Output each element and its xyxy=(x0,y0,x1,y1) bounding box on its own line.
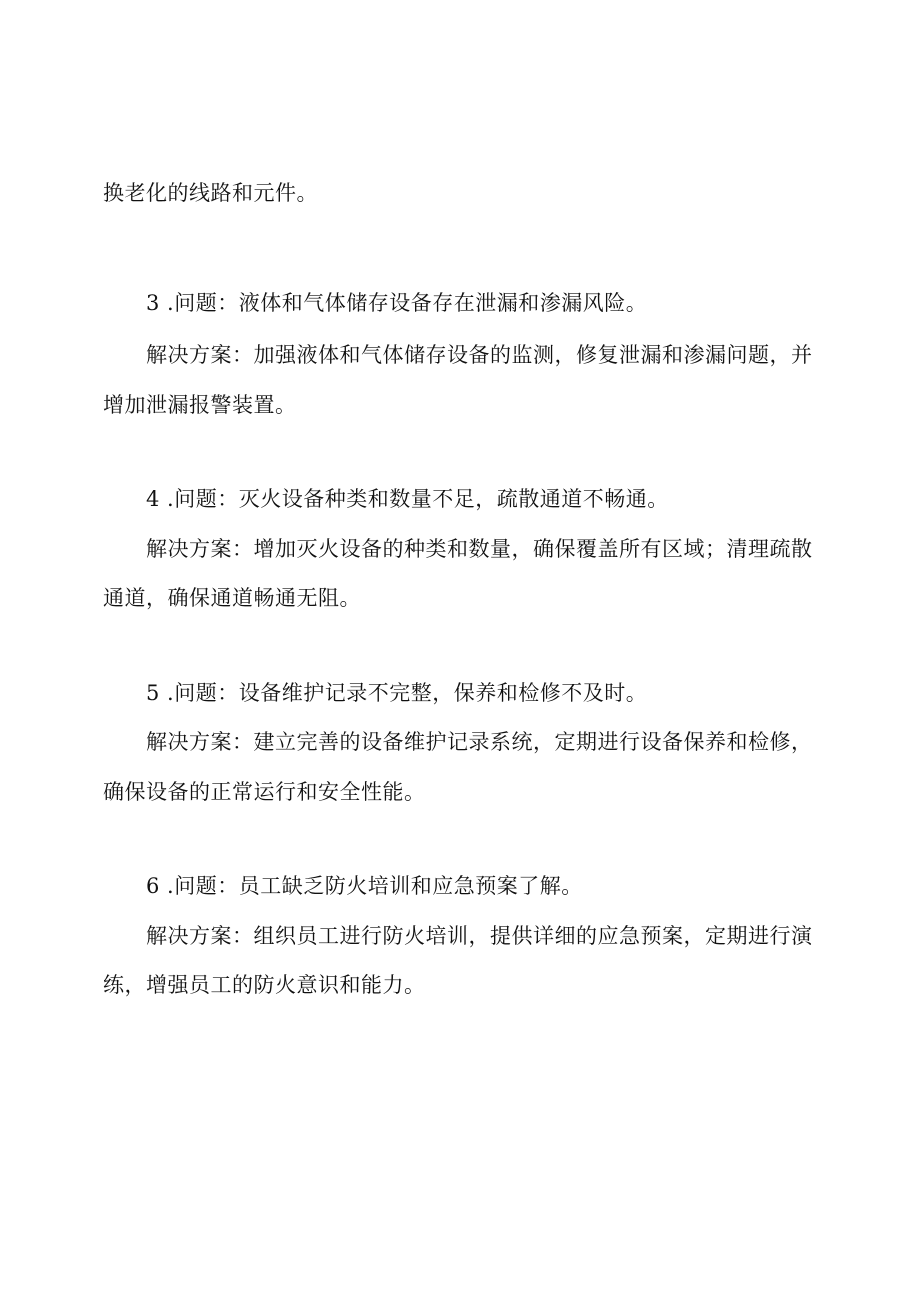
item-6-problem: 6 .问题：员工缺乏防火培训和应急预案了解。 xyxy=(146,874,583,898)
item-5-problem: 5 .问题：设备维护记录不完整，保养和检修不及时。 xyxy=(146,681,648,705)
item-4-solution-line1: 解决方案：增加灭火设备的种类和数量，确保覆盖所有区域；清理疏散 xyxy=(146,537,813,561)
item-5-solution-line2: 确保设备的正常运行和安全性能。 xyxy=(103,780,426,804)
item-6-solution-line1: 解决方案：组织员工进行防火培训，提供详细的应急预案，定期进行演 xyxy=(146,924,813,948)
item-4-solution-line2: 通道，确保通道畅通无阻。 xyxy=(103,586,361,610)
item-3-solution-line2: 增加泄漏报警装置。 xyxy=(103,393,297,417)
item-4-problem: 4 .问题：灭火设备种类和数量不足，疏散通道不畅通。 xyxy=(146,487,669,511)
item-6-solution-line2: 练，增强员工的防火意识和能力。 xyxy=(103,973,426,997)
item-5-solution-line1: 解决方案：建立完善的设备维护记录系统，定期进行设备保养和检修， xyxy=(146,730,813,754)
item-3-solution-line1: 解决方案：加强液体和气体储存设备的监测，修复泄漏和渗漏问题，并 xyxy=(146,343,813,367)
item-3-problem: 3 .问题：液体和气体储存设备存在泄漏和渗漏风险。 xyxy=(146,291,648,315)
intro-continuation: 换老化的线路和元件。 xyxy=(103,181,318,205)
